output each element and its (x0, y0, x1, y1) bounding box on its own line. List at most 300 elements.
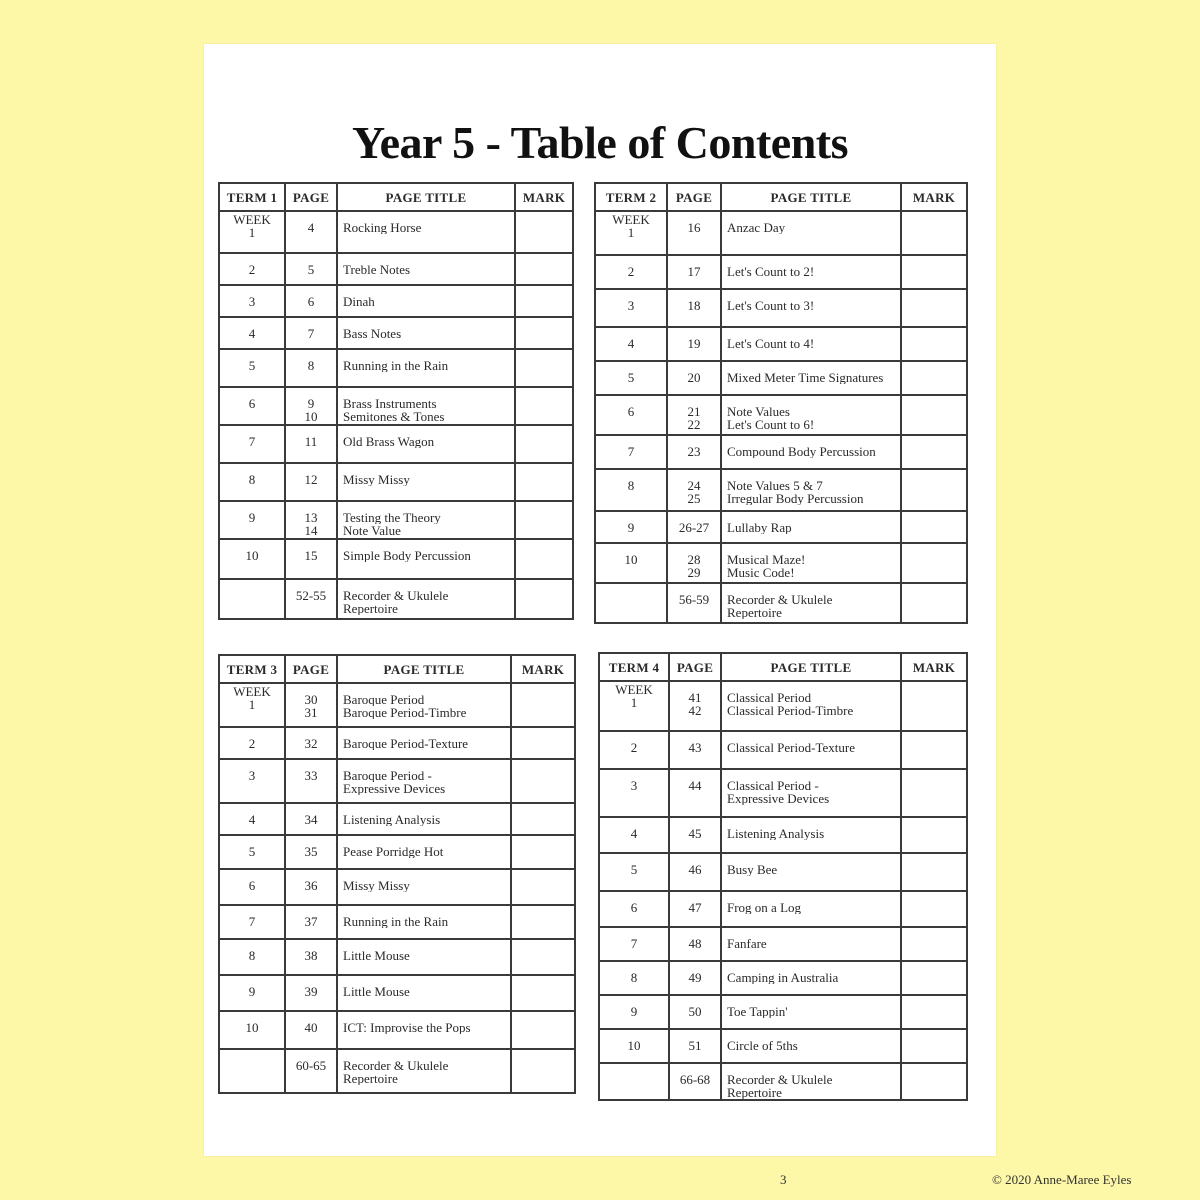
mark-cell[interactable] (511, 683, 575, 727)
week-number: 8 (248, 949, 256, 962)
mark-cell[interactable] (511, 835, 575, 869)
table-row (595, 543, 967, 583)
term-2-table (594, 182, 968, 624)
week-number: 2 (627, 265, 635, 278)
page-title-cell (721, 891, 901, 927)
mark-cell[interactable] (901, 395, 967, 435)
week-number: 6 (248, 397, 256, 410)
page-title-cell (337, 285, 515, 317)
term-1-table (218, 182, 574, 620)
lesson-title: Repertoire (343, 602, 398, 615)
mark-column-header: MARK (901, 653, 967, 681)
page-number-cell (285, 253, 337, 285)
page-number: 34 (304, 813, 318, 826)
week-number: 5 (627, 371, 635, 384)
term-label: TERM 4 (599, 653, 669, 681)
week-cell (219, 253, 285, 285)
page-number: 37 (304, 915, 318, 928)
page-title-cell (721, 289, 901, 327)
mark-cell[interactable] (901, 681, 967, 731)
lesson-title: Missy Missy (343, 879, 410, 892)
table-row (219, 939, 575, 975)
table-body (599, 681, 967, 1100)
week-number: WEEK (233, 685, 271, 698)
week-cell (599, 853, 669, 891)
week-number: 6 (248, 879, 256, 892)
week-number: 3 (248, 769, 256, 782)
week-cell (219, 905, 285, 939)
page-number: 30 (304, 693, 318, 706)
week-number: 10 (624, 553, 638, 566)
week-cell (219, 211, 285, 253)
lesson-title: Baroque Period-Timbre (343, 706, 467, 719)
page-number-cell (285, 501, 337, 539)
week-number: 3 (627, 299, 635, 312)
table-row (219, 975, 575, 1011)
lesson-title: Old Brass Wagon (343, 435, 435, 448)
week-cell (219, 387, 285, 425)
week-number: 9 (627, 521, 635, 534)
week-number: 7 (248, 915, 256, 928)
page-title-cell (721, 543, 901, 583)
lesson-title: Recorder & Ukulele (343, 1059, 449, 1072)
page-title-cell (337, 759, 511, 803)
page-number: 46 (688, 863, 702, 876)
page-number-cell (667, 543, 721, 583)
lesson-title: Anzac Day (727, 221, 786, 234)
lesson-title: Listening Analysis (727, 827, 825, 840)
week-number: 4 (630, 827, 638, 840)
table-row (219, 285, 573, 317)
page-title-cell (721, 995, 901, 1029)
lesson-title: Lullaby Rap (727, 521, 792, 534)
table-row (219, 803, 575, 835)
page-title-column-header: PAGE TITLE (337, 655, 511, 683)
week-cell (219, 727, 285, 759)
table-row (599, 995, 967, 1029)
page-number: 18 (687, 299, 701, 312)
lesson-title: Bass Notes (343, 327, 402, 340)
term-3-table (218, 654, 576, 1094)
mark-cell[interactable] (901, 543, 967, 583)
lesson-title: Recorder & Ukulele (727, 1073, 833, 1086)
table-row (599, 731, 967, 769)
page-number: 44 (688, 779, 702, 792)
week-cell (595, 211, 667, 255)
mark-cell[interactable] (901, 361, 967, 395)
week-cell (219, 683, 285, 727)
week-cell (595, 395, 667, 435)
week-cell (595, 361, 667, 395)
page-number: 21 (687, 405, 701, 418)
lesson-title: Treble Notes (343, 263, 411, 276)
week-cell (599, 681, 669, 731)
page-number-cell (669, 995, 721, 1029)
page-title-cell (337, 539, 515, 579)
lesson-title: Frog on a Log (727, 901, 802, 914)
lesson-title: Testing the Theory (343, 511, 441, 524)
week-cell (219, 939, 285, 975)
page-number: 23 (687, 445, 701, 458)
lesson-title: Compound Body Percussion (727, 445, 876, 458)
copyright-notice: © 2020 Anne-Maree Eyles (992, 1172, 1132, 1187)
page-number: 5 (307, 263, 315, 276)
mark-cell[interactable] (901, 853, 967, 891)
mark-cell[interactable] (901, 1063, 967, 1100)
week-number: 8 (248, 473, 256, 486)
page-number-cell (669, 891, 721, 927)
header-row (219, 655, 575, 683)
mark-cell[interactable] (515, 285, 573, 317)
table-row (219, 539, 573, 579)
page-number-cell (285, 939, 337, 975)
mark-column-header: MARK (901, 183, 967, 211)
term-4-table (598, 652, 968, 1101)
page-title-cell (721, 1063, 901, 1100)
mark-cell[interactable] (901, 731, 967, 769)
table-body (595, 211, 967, 623)
table-row (595, 327, 967, 361)
page-number-cell (285, 905, 337, 939)
lesson-title: Dinah (343, 295, 375, 308)
page-number-cell (285, 727, 337, 759)
table-row (595, 395, 967, 435)
table-row (599, 817, 967, 853)
table-row (595, 469, 967, 511)
mark-cell[interactable] (511, 1049, 575, 1093)
table-row (219, 211, 573, 253)
page-title-cell (721, 681, 901, 731)
page-number: 6 (307, 295, 315, 308)
lesson-title: Note Values 5 & 7 (727, 479, 823, 492)
page-number: 66-68 (679, 1073, 711, 1086)
page-number-cell (667, 469, 721, 511)
page-column-header: PAGE (667, 183, 721, 211)
page-number-cell (669, 769, 721, 817)
week-cell (595, 435, 667, 469)
week-number: 1 (248, 698, 256, 711)
page-number: 36 (304, 879, 318, 892)
page-title-cell (721, 469, 901, 511)
week-cell (599, 1029, 669, 1063)
page-title-cell (337, 975, 511, 1011)
lesson-title: Brass Instruments (343, 397, 437, 410)
page-title-cell (721, 255, 901, 289)
page-number: 39 (304, 985, 318, 998)
table-row (219, 253, 573, 285)
table-row (599, 681, 967, 731)
week-number: 9 (630, 1005, 638, 1018)
page-number: 9 (307, 397, 315, 410)
page-number: 7 (307, 327, 315, 340)
mark-cell[interactable] (515, 253, 573, 285)
week-number: WEEK (612, 213, 650, 226)
table-row (219, 759, 575, 803)
lesson-title: Expressive Devices (343, 782, 446, 795)
mark-cell[interactable] (901, 469, 967, 511)
table-row (219, 317, 573, 349)
mark-cell[interactable] (901, 211, 967, 255)
mark-cell[interactable] (515, 579, 573, 619)
lesson-title: Rocking Horse (343, 221, 422, 234)
table-header (599, 653, 967, 681)
page-number: 13 (304, 511, 318, 524)
table-row (599, 853, 967, 891)
mark-cell[interactable] (515, 387, 573, 425)
mark-cell[interactable] (515, 211, 573, 253)
lesson-title: Pease Porridge Hot (343, 845, 444, 858)
week-number: 4 (627, 337, 635, 350)
page-number-cell (667, 289, 721, 327)
mark-cell[interactable] (511, 803, 575, 835)
week-number: 5 (248, 845, 256, 858)
page-title-cell (721, 511, 901, 543)
mark-cell[interactable] (511, 939, 575, 975)
page-number-cell (285, 539, 337, 579)
page-title-cell (337, 317, 515, 349)
page-number: 19 (687, 337, 701, 350)
page-number-cell (667, 511, 721, 543)
lesson-title: Classical Period-Texture (727, 741, 855, 754)
page-title-cell (337, 939, 511, 975)
week-number: 7 (630, 937, 638, 950)
table-row (219, 579, 573, 619)
page-number: 50 (688, 1005, 702, 1018)
mark-cell[interactable] (901, 583, 967, 623)
week-cell (219, 349, 285, 387)
lesson-title: Baroque Period - (343, 769, 432, 782)
page-title-cell (337, 835, 511, 869)
page-title-cell (721, 435, 901, 469)
table-row (219, 1011, 575, 1049)
table-header (219, 655, 575, 683)
lesson-title: Classical Period (727, 691, 812, 704)
week-number: 7 (627, 445, 635, 458)
lesson-title: Busy Bee (727, 863, 778, 876)
table-body (219, 683, 575, 1093)
mark-cell[interactable] (901, 927, 967, 961)
page-title-cell (721, 731, 901, 769)
week-number: 4 (248, 327, 256, 340)
mark-cell[interactable] (901, 255, 967, 289)
week-number: 10 (627, 1039, 641, 1052)
week-cell (219, 759, 285, 803)
page-title-cell (337, 425, 515, 463)
table-row (219, 869, 575, 905)
page-number: 16 (687, 221, 701, 234)
lesson-title: Mixed Meter Time Signatures (727, 371, 884, 384)
mark-cell[interactable] (511, 759, 575, 803)
page-number: 51 (688, 1039, 702, 1052)
table-row (219, 463, 573, 501)
mark-cell[interactable] (901, 1029, 967, 1063)
mark-cell[interactable] (901, 891, 967, 927)
lesson-title: Musical Maze! (727, 553, 806, 566)
week-cell (219, 835, 285, 869)
table-row (219, 501, 573, 539)
table-row (595, 583, 967, 623)
week-cell (599, 995, 669, 1029)
mark-cell[interactable] (511, 1011, 575, 1049)
page-number-cell (669, 961, 721, 995)
page-number: 15 (304, 549, 318, 562)
page-number-cell (669, 1063, 721, 1100)
lesson-title: Note Value (343, 524, 401, 537)
mark-cell[interactable] (511, 727, 575, 759)
lesson-title: Recorder & Ukulele (343, 589, 449, 602)
week-cell (595, 469, 667, 511)
lesson-title: Listening Analysis (343, 813, 441, 826)
page-number: 26-27 (678, 521, 710, 534)
lesson-title: Simple Body Percussion (343, 549, 471, 562)
page-title-cell (721, 395, 901, 435)
week-number: 8 (630, 971, 638, 984)
page-title-cell (337, 683, 511, 727)
table-row (595, 289, 967, 327)
page-title-cell (721, 961, 901, 995)
week-number: 9 (248, 985, 256, 998)
page-number: 24 (687, 479, 701, 492)
week-cell (599, 1063, 669, 1100)
page-title-cell (337, 869, 511, 905)
page-number-cell (667, 361, 721, 395)
page-number: 45 (688, 827, 702, 840)
mark-column-header: MARK (511, 655, 575, 683)
page-number: 11 (304, 435, 318, 448)
page-number: 29 (687, 566, 701, 579)
page-number: 48 (688, 937, 702, 950)
week-cell (219, 1049, 285, 1093)
lesson-title: Repertoire (727, 1086, 782, 1099)
page-column-header: PAGE (669, 653, 721, 681)
mark-cell[interactable] (901, 511, 967, 543)
mark-cell[interactable] (901, 769, 967, 817)
week-cell (219, 317, 285, 349)
page-title-cell (337, 1049, 511, 1093)
mark-cell[interactable] (511, 869, 575, 905)
lesson-title: Semitones & Tones (343, 410, 445, 423)
page-number: 35 (304, 845, 318, 858)
header-row (219, 183, 573, 211)
week-number: 3 (248, 295, 256, 308)
mark-cell[interactable] (511, 975, 575, 1011)
page-title-cell (337, 349, 515, 387)
week-cell (219, 501, 285, 539)
week-cell (219, 425, 285, 463)
lesson-title: Toe Tappin' (727, 1005, 788, 1018)
page-number-cell (285, 835, 337, 869)
lesson-title: Note Values (727, 405, 790, 418)
week-number: 2 (248, 263, 256, 276)
mark-cell[interactable] (901, 435, 967, 469)
page-number: 25 (687, 492, 701, 505)
page-number: 43 (688, 741, 702, 754)
page-number-cell (285, 211, 337, 253)
lesson-title: Music Code! (727, 566, 795, 579)
page-title-cell (721, 853, 901, 891)
table-header (595, 183, 967, 211)
week-number: 6 (630, 901, 638, 914)
mark-cell[interactable] (901, 995, 967, 1029)
mark-cell[interactable] (511, 905, 575, 939)
page-number-cell (667, 327, 721, 361)
table-row (219, 905, 575, 939)
table-row (595, 435, 967, 469)
week-number: 5 (630, 863, 638, 876)
page-number: 17 (687, 265, 701, 278)
mark-cell[interactable] (901, 327, 967, 361)
week-number: 2 (630, 741, 638, 754)
page-number-cell (669, 817, 721, 853)
page-title: Year 5 - Table of Contents (351, 117, 848, 168)
week-cell (219, 1011, 285, 1049)
table-row (595, 361, 967, 395)
page-title-column-header: PAGE TITLE (337, 183, 515, 211)
page-title-cell (337, 211, 515, 253)
lesson-title: Repertoire (343, 1072, 398, 1085)
lesson-title: Baroque Period (343, 693, 425, 706)
mark-cell[interactable] (515, 463, 573, 501)
week-number: WEEK (615, 683, 653, 696)
page-number: 12 (304, 473, 318, 486)
page-number-cell (285, 285, 337, 317)
week-number: 1 (627, 226, 635, 239)
week-number: 10 (245, 549, 259, 562)
week-cell (599, 891, 669, 927)
mark-cell[interactable] (515, 539, 573, 579)
page-number-cell (669, 681, 721, 731)
week-cell (599, 961, 669, 995)
lesson-title: ICT: Improvise the Pops (343, 1021, 471, 1034)
page-number: 52-55 (295, 589, 327, 602)
page-number-cell (667, 211, 721, 255)
week-number: 4 (248, 813, 256, 826)
page-title-cell (721, 211, 901, 255)
week-number: 8 (627, 479, 635, 492)
week-number: 3 (630, 779, 638, 792)
mark-cell[interactable] (901, 289, 967, 327)
week-number: 7 (248, 435, 256, 448)
lesson-title: Running in the Rain (343, 915, 449, 928)
page-title-cell (721, 927, 901, 961)
page-number-cell (285, 803, 337, 835)
page-number-cell (667, 583, 721, 623)
page-number: 3 (780, 1172, 787, 1187)
lesson-title: Fanfare (727, 937, 767, 950)
lesson-title: Recorder & Ukulele (727, 593, 833, 606)
page-number: 56-59 (678, 593, 710, 606)
table-row (595, 255, 967, 289)
mark-cell[interactable] (901, 961, 967, 995)
mark-cell[interactable] (515, 501, 573, 539)
lesson-title: Let's Count to 2! (727, 265, 815, 278)
page-number: 40 (304, 1021, 318, 1034)
lesson-title: Running in the Rain (343, 359, 449, 372)
mark-cell[interactable] (515, 349, 573, 387)
mark-cell[interactable] (515, 317, 573, 349)
page-title-cell (337, 727, 511, 759)
table-row (599, 927, 967, 961)
page-title-cell (337, 579, 515, 619)
page-number-cell (285, 683, 337, 727)
week-cell (219, 285, 285, 317)
page-number: 32 (304, 737, 318, 750)
page-number-cell (285, 1049, 337, 1093)
week-number: 2 (248, 737, 256, 750)
table-row (599, 1063, 967, 1100)
mark-cell[interactable] (515, 425, 573, 463)
mark-cell[interactable] (901, 817, 967, 853)
